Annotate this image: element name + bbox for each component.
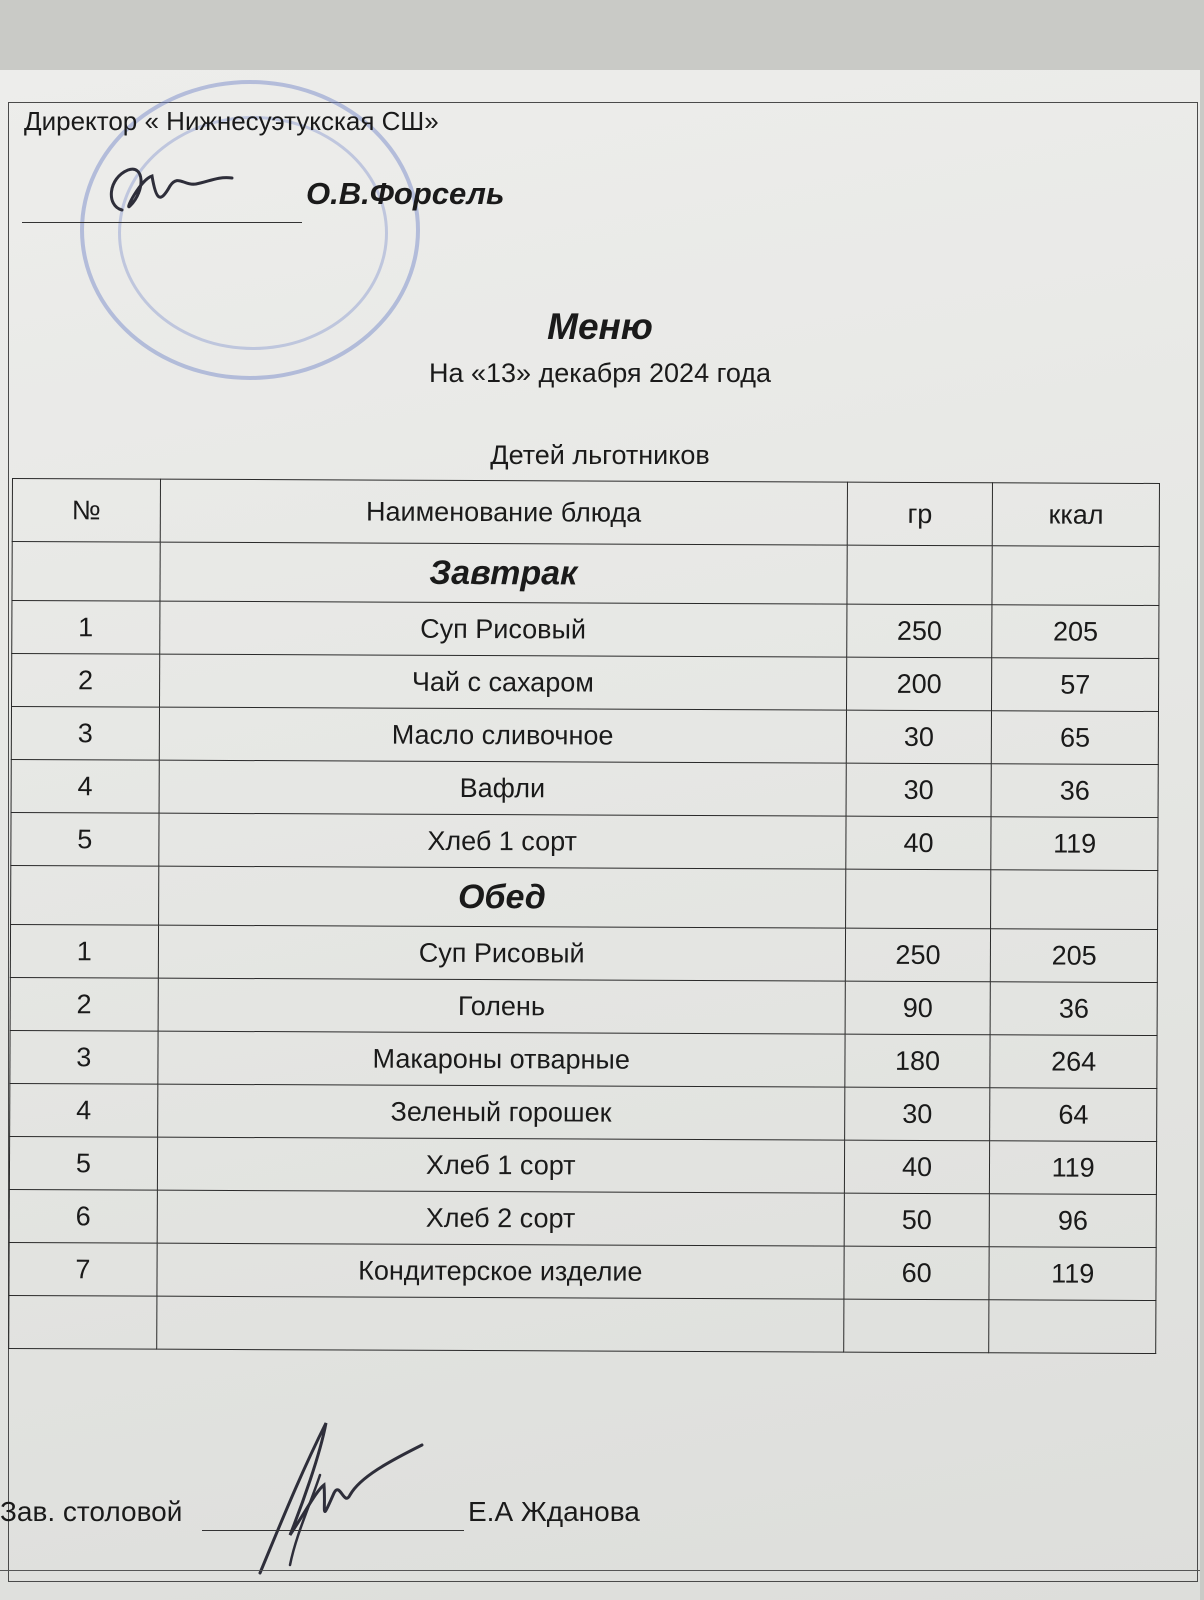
- section-title-breakfast: Завтрак: [429, 553, 578, 592]
- row-number: 2: [10, 977, 158, 1031]
- dish-grams: 40: [844, 1140, 990, 1194]
- row-number: 4: [11, 759, 159, 813]
- dish-name: Голень: [158, 978, 845, 1034]
- dish-name: Зеленый горошек: [157, 1084, 844, 1140]
- section-title-lunch: Обед: [457, 877, 546, 916]
- table-row: [10, 977, 1157, 1035]
- row-number: 5: [11, 812, 159, 866]
- dish-name: Хлеб 2 сорт: [157, 1190, 844, 1246]
- dish-kcal: 119: [989, 1247, 1156, 1301]
- dish-grams: 250: [846, 604, 992, 658]
- section-kcal-cell: [991, 870, 1158, 930]
- dish-grams: 200: [846, 657, 992, 711]
- row-number: 3: [11, 707, 159, 761]
- table-header-row: [12, 479, 1159, 547]
- dish-name: Макароны отварные: [158, 1031, 845, 1087]
- dish-grams: 40: [846, 816, 992, 870]
- empty-gr-cell: [843, 1299, 989, 1353]
- table-row: [12, 601, 1159, 659]
- canteen-head-name: Е.А Жданова: [468, 1496, 640, 1527]
- bottom-border: [0, 1570, 1200, 1571]
- dish-grams: 30: [844, 1087, 990, 1141]
- empty-num-cell: [9, 1295, 157, 1349]
- row-number: 7: [9, 1242, 157, 1296]
- menu-subtitle: Детей льготников: [490, 440, 710, 470]
- menu-date: На «13» декабря 2024 года: [428, 358, 772, 388]
- section-row-breakfast: [12, 542, 1159, 606]
- header-dish-name: Наименование блюда: [160, 479, 847, 545]
- section-gr-cell: [847, 545, 993, 605]
- section-row-lunch: [11, 865, 1158, 929]
- dish-name: Суп Рисовый: [158, 925, 845, 981]
- canteen-head-label: Зав. столовой: [0, 1496, 183, 1527]
- document-title: Меню: [547, 306, 653, 347]
- row-number: 3: [10, 1030, 158, 1084]
- dish-name: Суп Рисовый: [160, 601, 847, 657]
- header-num: №: [12, 479, 160, 543]
- section-gr-cell: [845, 869, 991, 929]
- document-page: [0, 70, 1200, 1600]
- table-row: [11, 707, 1158, 765]
- director-signature: [100, 160, 240, 225]
- table-row: [10, 1083, 1157, 1141]
- dish-grams: 30: [846, 710, 992, 764]
- header-grams: гр: [847, 482, 993, 546]
- dish-kcal: 119: [991, 817, 1158, 871]
- dish-kcal: 96: [990, 1194, 1157, 1248]
- empty-row: [9, 1295, 1156, 1353]
- dish-kcal: 36: [991, 764, 1158, 818]
- row-number: 4: [10, 1083, 158, 1137]
- table-row: [11, 759, 1158, 817]
- dish-kcal: 65: [992, 711, 1159, 765]
- dish-grams: 60: [844, 1246, 990, 1300]
- canteen-head-signature-line: [202, 1530, 464, 1531]
- dish-grams: 180: [845, 1034, 991, 1088]
- menu-table: [8, 478, 1160, 1354]
- table-row: [9, 1242, 1156, 1300]
- table-row: [11, 812, 1158, 870]
- dish-name: Хлеб 1 сорт: [157, 1137, 844, 1193]
- row-number: 1: [10, 924, 158, 978]
- empty-name-cell: [156, 1296, 843, 1352]
- section-title-cell: [160, 542, 847, 604]
- dish-kcal: 264: [990, 1035, 1157, 1089]
- dish-name: Кондитерское изделие: [157, 1243, 844, 1299]
- table-row: [9, 1136, 1156, 1194]
- canteen-head-signature: [250, 1415, 430, 1580]
- header-kcal: ккал: [993, 483, 1160, 547]
- dish-kcal: 119: [990, 1141, 1157, 1195]
- section-num-cell: [11, 865, 159, 925]
- director-signature-line: [22, 222, 302, 223]
- dish-name: Вафли: [159, 760, 846, 816]
- dish-kcal: 205: [992, 605, 1159, 659]
- dish-kcal: 205: [991, 929, 1158, 983]
- dish-kcal: 36: [991, 982, 1158, 1036]
- dish-name: Чай с сахаром: [159, 654, 846, 710]
- table-row: [9, 1189, 1156, 1247]
- dish-kcal: 57: [992, 658, 1159, 712]
- section-num-cell: [12, 542, 160, 602]
- dish-grams: 50: [844, 1193, 990, 1247]
- section-kcal-cell: [992, 546, 1159, 606]
- director-title: Директор « Нижнесуэтукская СШ»: [24, 106, 439, 136]
- dish-kcal: 64: [990, 1088, 1157, 1142]
- table-row: [10, 1030, 1157, 1088]
- dish-grams: 250: [845, 928, 991, 982]
- row-number: 6: [9, 1189, 157, 1243]
- dish-grams: 30: [846, 763, 992, 817]
- table-row: [12, 654, 1159, 712]
- director-name: О.В.Форсель: [306, 176, 505, 211]
- section-title-cell: [158, 866, 845, 928]
- row-number: 1: [12, 601, 160, 655]
- table-row: [10, 924, 1157, 982]
- row-number: 2: [12, 654, 160, 708]
- row-number: 5: [9, 1136, 157, 1190]
- dish-name: Хлеб 1 сорт: [159, 813, 846, 869]
- dish-grams: 90: [845, 981, 991, 1035]
- empty-kcal-cell: [989, 1300, 1156, 1354]
- dish-name: Масло сливочное: [159, 707, 846, 763]
